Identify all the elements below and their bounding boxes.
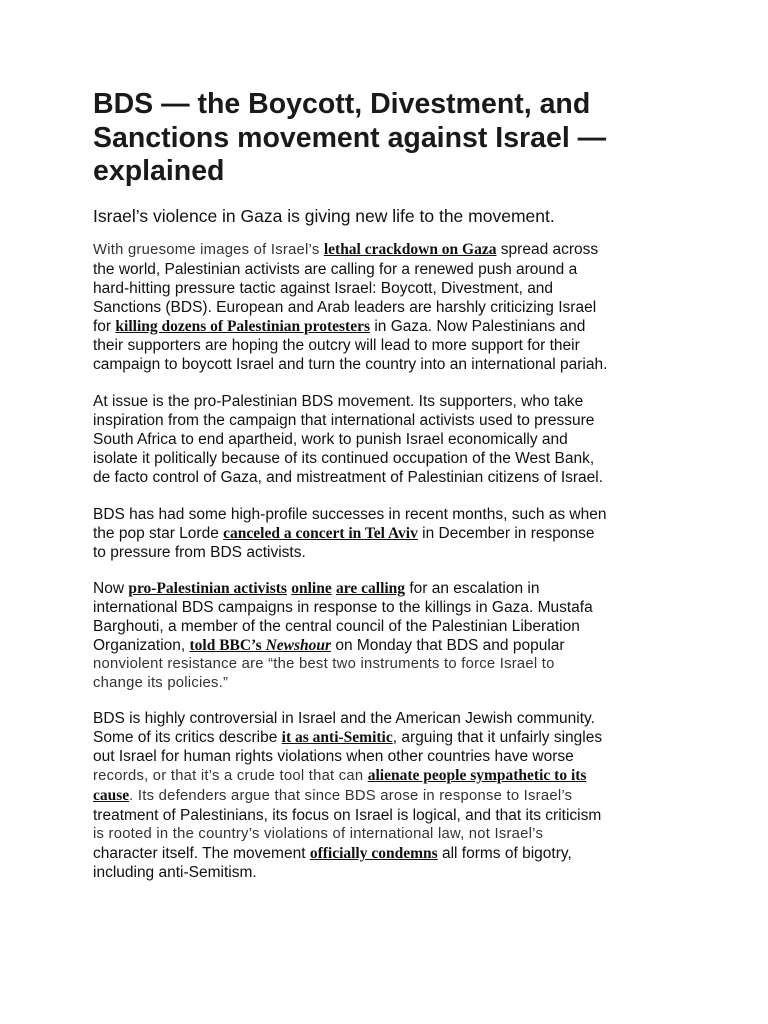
text-line: BDS is highly controversial in Israel and the American Jewish community. [93,710,595,727]
link-pro-palestinian-activists[interactable]: pro-Palestinian activists [128,580,287,597]
text-span: Organization, [93,637,190,654]
text-line: hard-hitting pressure tactic against Israel: Boycott, Divestment, and [93,280,554,297]
text-span: for an escalation in [405,580,540,597]
link-killing-dozens[interactable]: killing dozens of Palestinian protesters [115,318,371,335]
text-line: At issue is the pro-Palestinian BDS movement. Its supporters, who take [93,393,584,410]
text-span: the pop star Lorde [93,525,224,542]
text-line: nonviolent resistance are “the best two instruments to force Israel to [93,656,555,672]
text-line: de facto control of Gaza, and mistreatment of Palestinian citizens of Israel. [93,469,604,486]
text-span: , arguing that it unfairly singles [392,729,603,746]
paragraph-5 [93,709,693,882]
text-line: international BDS campaigns in response to the killings in Gaza. Mustafa [93,599,593,616]
text-line: inspiration from the campaign that international activists used to pressure [93,412,595,429]
text-span: Now [93,580,129,597]
text-span: all forms of bigotry, [437,845,572,862]
text-span: With gruesome images of Israel’s [93,242,324,258]
text-span: on Monday that BDS and popular [331,637,565,654]
link-anti-semitic[interactable]: it as anti-Semitic [281,729,393,746]
text-span: in December in response [417,525,595,542]
link-are-calling[interactable]: are calling [336,580,406,597]
paragraph-2 [93,392,693,487]
text-span: character itself. The movement [93,845,310,862]
text-line: treatment of Palestinians, its focus on Israel is logical, and that its criticism [93,807,602,824]
text-line: change its policies.” [93,675,229,691]
text-span: for [93,318,116,335]
text-line: out Israel for human rights violations when other countries have worse [93,748,574,765]
text-span: in Gaza. Now Palestinians and [370,318,586,335]
text-line: to pressure from BDS activists. [93,544,306,561]
text-line: their supporters are hoping the outcry will lead to more support for their [93,337,580,354]
text-line: the world, Palestinian activists are calling for a renewed push around a [93,261,578,278]
text-span: spread across [496,241,599,258]
text-line: is rooted in the country’s violations of international law, not Israel’s [93,826,544,842]
paragraph-4 [93,579,693,693]
text-line: Sanctions (BDS). European and Arab leaders are harshly criticizing Israel [93,299,597,316]
text-line: including anti-Semitism. [93,864,257,881]
text-span: . Its defenders argue that since BDS arose in response to Israel’s [129,788,573,804]
text-line: BDS has had some high-profile successes in recent months, such as when [93,506,607,523]
article-subtitle: Israel’s violence in Gaza is giving new life to the movement. [93,206,555,226]
paragraph-3 [93,505,693,562]
text-line: campaign to boycott Israel and turn the country into an international pariah. [93,356,608,373]
text-span: Some of its critics describe [93,729,282,746]
link-alienate-people[interactable]: alienate people sympathetic to its [367,767,587,784]
paragraph-1 [93,240,693,374]
link-told-bbc-newshour[interactable] [190,637,332,654]
text-line: isolate it politically because of its continued occupation of the West Bank, [93,450,595,467]
text-line: Barghouti, a member of the central council of the Palestinian Liberation [93,618,580,635]
text-line: South Africa to end apartheid, work to punish Israel economically and [93,431,568,448]
link-text-italic: Newshour [265,637,332,654]
link-canceled-concert[interactable]: canceled a concert in Tel Aviv [223,525,418,542]
text-span: records, or that it’s a crude tool that can [93,768,368,784]
article-title: BDS — the Boycott, Divestment, and Sanctions movement against Israel — explained [93,88,607,187]
link-lethal-crackdown[interactable]: lethal crackdown on Gaza [323,241,497,258]
link-alienate-people-cont[interactable]: cause [93,787,130,804]
link-officially-condemns[interactable]: officially condemns [309,845,438,862]
link-text: told BBC’s [189,637,266,654]
link-online[interactable]: online [291,580,332,597]
